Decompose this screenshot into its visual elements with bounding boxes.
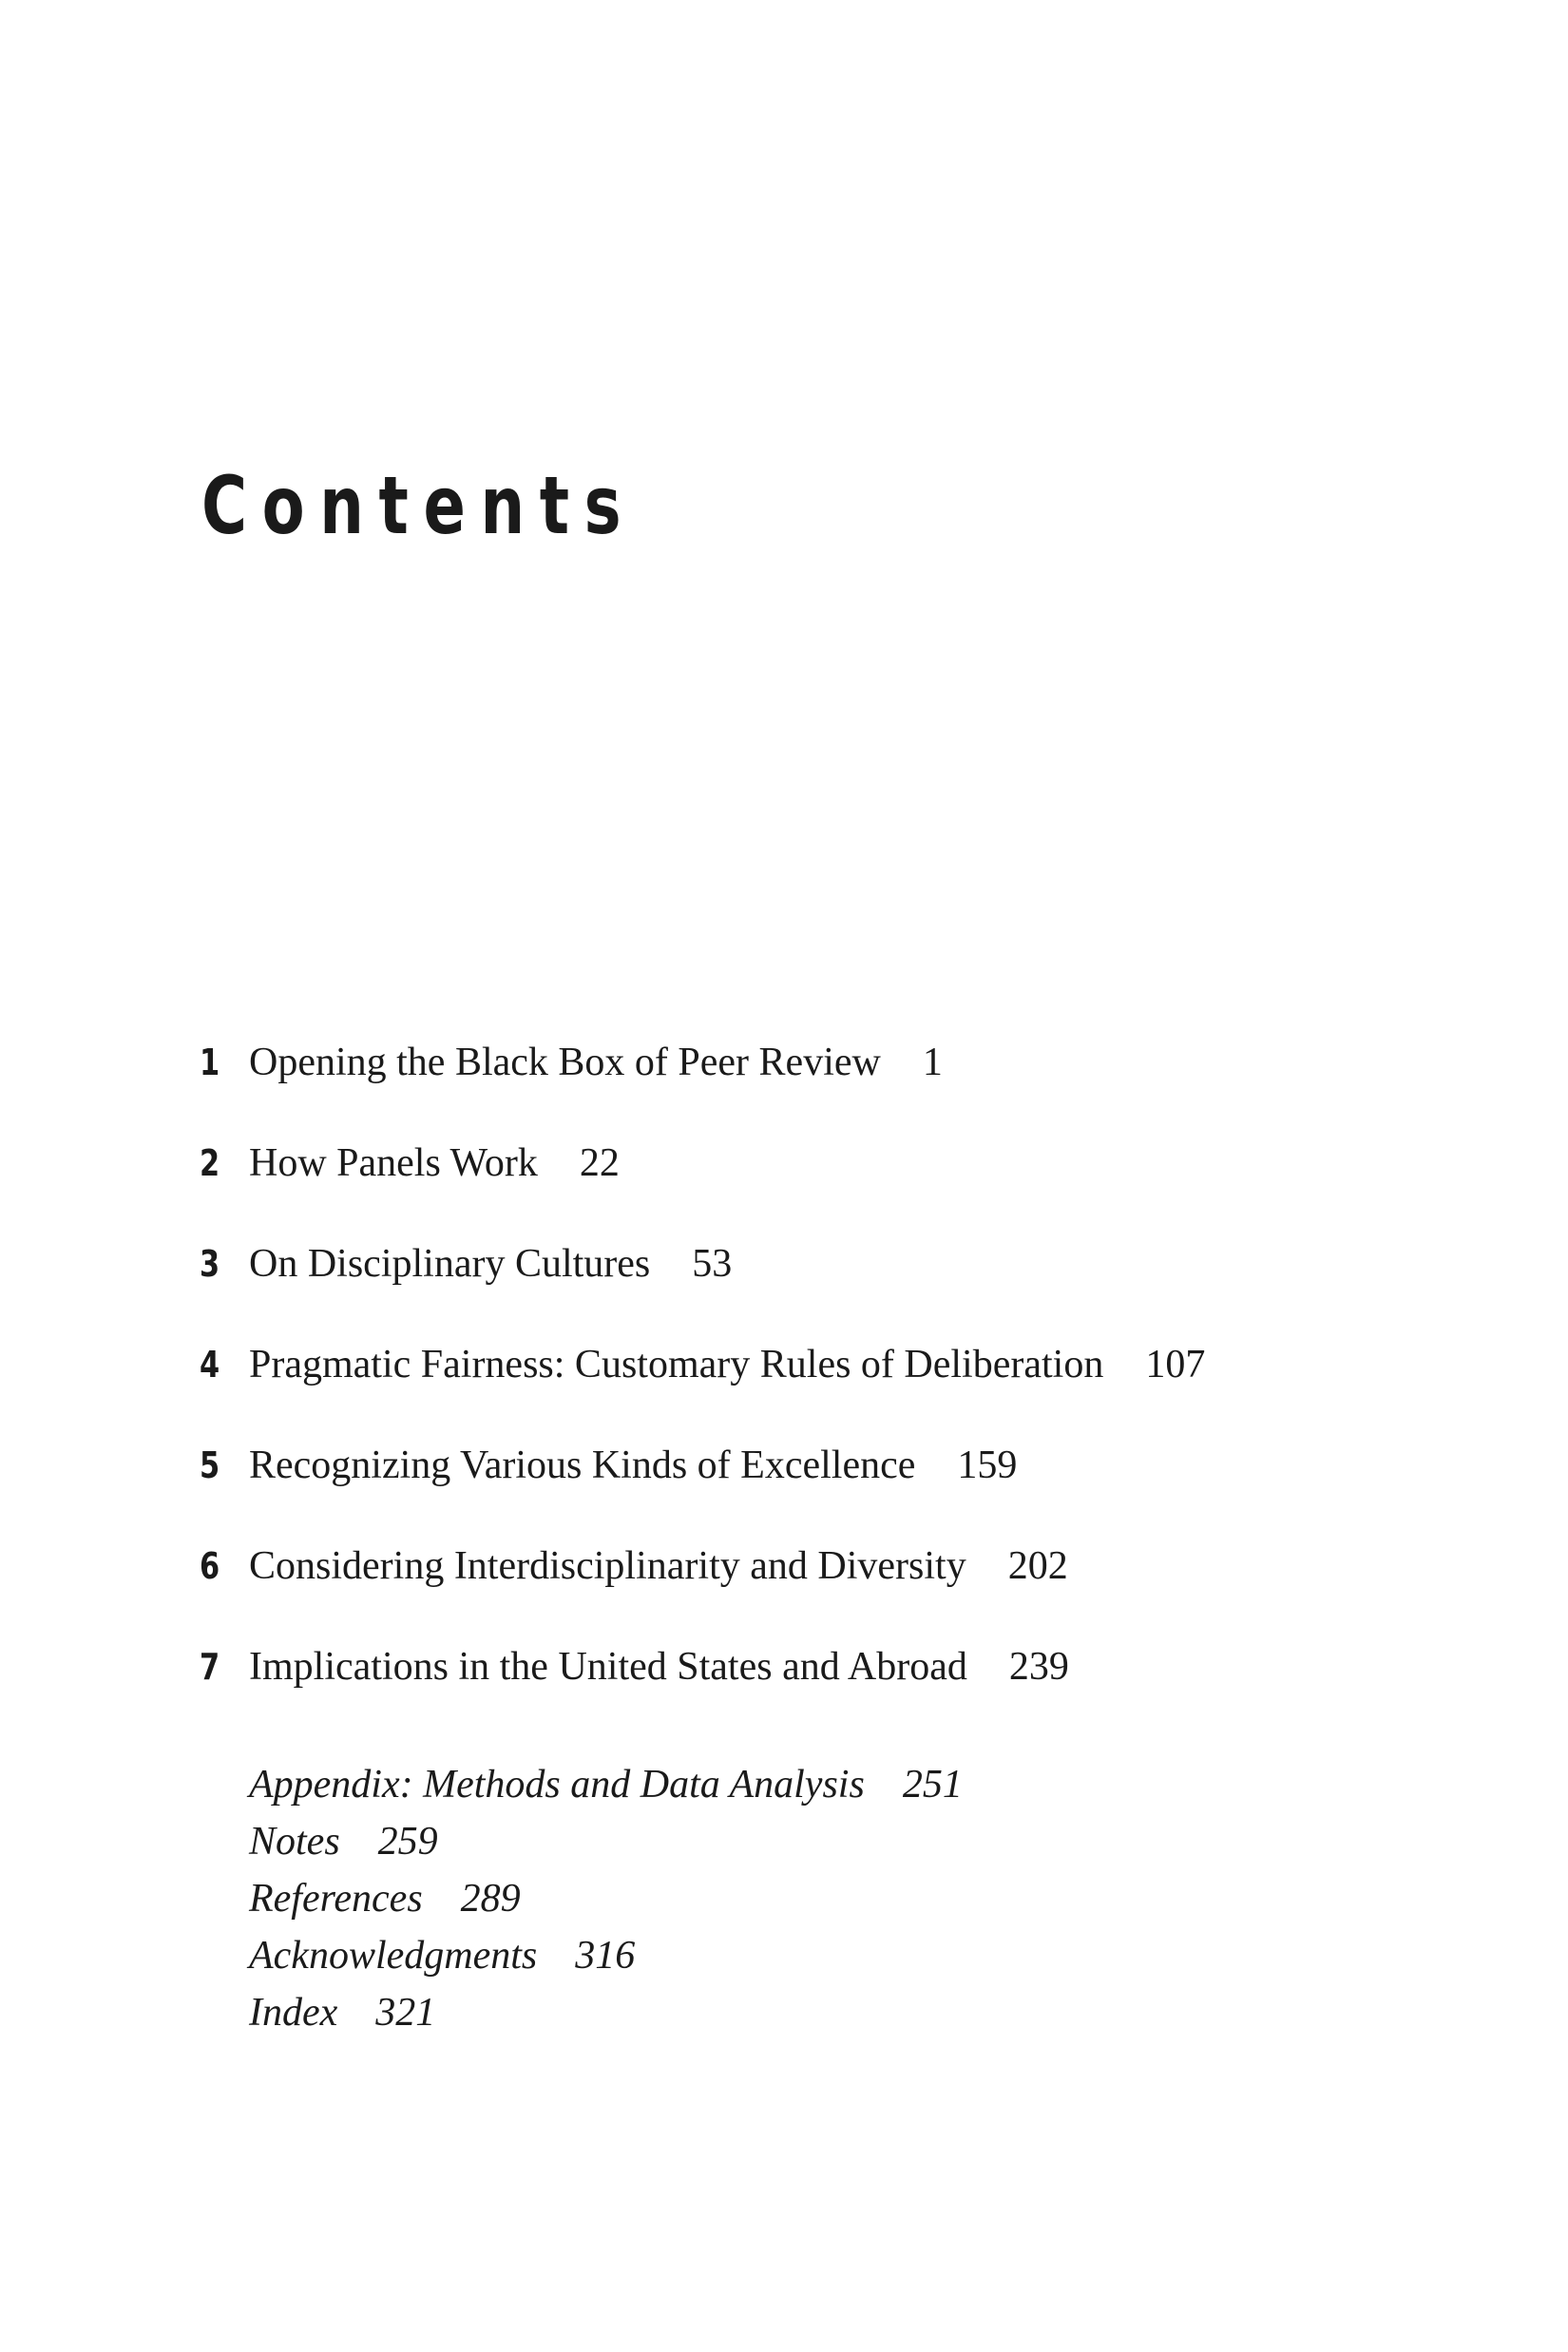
chapter-page-number: 53	[692, 1242, 733, 1286]
back-matter-page-number: 289	[460, 1877, 521, 1921]
back-matter-title: Notes	[249, 1820, 340, 1864]
chapter-list	[200, 1034, 1205, 1739]
chapter-number: 6	[200, 1545, 220, 1587]
back-matter-page-number: 321	[375, 1991, 436, 2035]
chapter-title: How Panels Work	[249, 1141, 538, 1185]
back-matter-index[interactable]	[249, 1984, 963, 2041]
chapter-page-number: 202	[1007, 1544, 1068, 1588]
chapter-page-number: 1	[922, 1041, 943, 1084]
back-matter-page-number: 316	[575, 1934, 636, 1978]
back-matter-page-number: 259	[377, 1820, 438, 1864]
chapter-title: Recognizing Various Kinds of Excellence	[249, 1444, 916, 1487]
chapter-title: Opening the Black Box of Peer Review	[249, 1041, 881, 1084]
chapter-number: 4	[200, 1344, 220, 1386]
chapter-number: 1	[200, 1042, 220, 1083]
back-matter-title: Acknowledgments	[249, 1934, 538, 1978]
chapter-entry-6[interactable]	[200, 1538, 1205, 1638]
chapter-title: Implications in the United States and Abroad	[249, 1645, 967, 1689]
chapter-entry-5[interactable]	[200, 1437, 1205, 1538]
chapter-entry-4[interactable]	[200, 1336, 1205, 1437]
chapter-number: 7	[200, 1646, 220, 1688]
back-matter-references[interactable]	[249, 1870, 963, 1927]
chapter-title: Pragmatic Fairness: Customary Rules of Deliberation	[249, 1343, 1104, 1386]
chapter-page-number: 107	[1145, 1343, 1206, 1386]
back-matter-notes[interactable]	[249, 1813, 963, 1870]
chapter-entry-7[interactable]	[200, 1638, 1205, 1739]
chapter-number: 2	[200, 1142, 220, 1184]
chapter-title: Considering Interdisciplinarity and Diversity	[249, 1544, 966, 1588]
back-matter-appendix[interactable]	[249, 1756, 963, 1813]
contents-heading: Contents	[201, 459, 637, 552]
chapter-number: 5	[200, 1444, 220, 1486]
back-matter-page-number: 251	[902, 1763, 963, 1807]
back-matter-title: Appendix: Methods and Data Analysis	[249, 1763, 865, 1807]
chapter-page-number: 159	[957, 1444, 1018, 1487]
chapter-entry-1[interactable]	[200, 1034, 1205, 1135]
back-matter-list	[249, 1756, 963, 2041]
chapter-number: 3	[200, 1243, 220, 1285]
chapter-page-number: 22	[579, 1141, 620, 1185]
back-matter-acknowledgments[interactable]	[249, 1927, 963, 1984]
chapter-page-number: 239	[1008, 1645, 1069, 1689]
back-matter-title: Index	[249, 1991, 338, 2035]
chapter-entry-2[interactable]	[200, 1135, 1205, 1235]
chapter-title: On Disciplinary Cultures	[249, 1242, 651, 1286]
back-matter-title: References	[249, 1877, 423, 1921]
chapter-entry-3[interactable]	[200, 1235, 1205, 1336]
